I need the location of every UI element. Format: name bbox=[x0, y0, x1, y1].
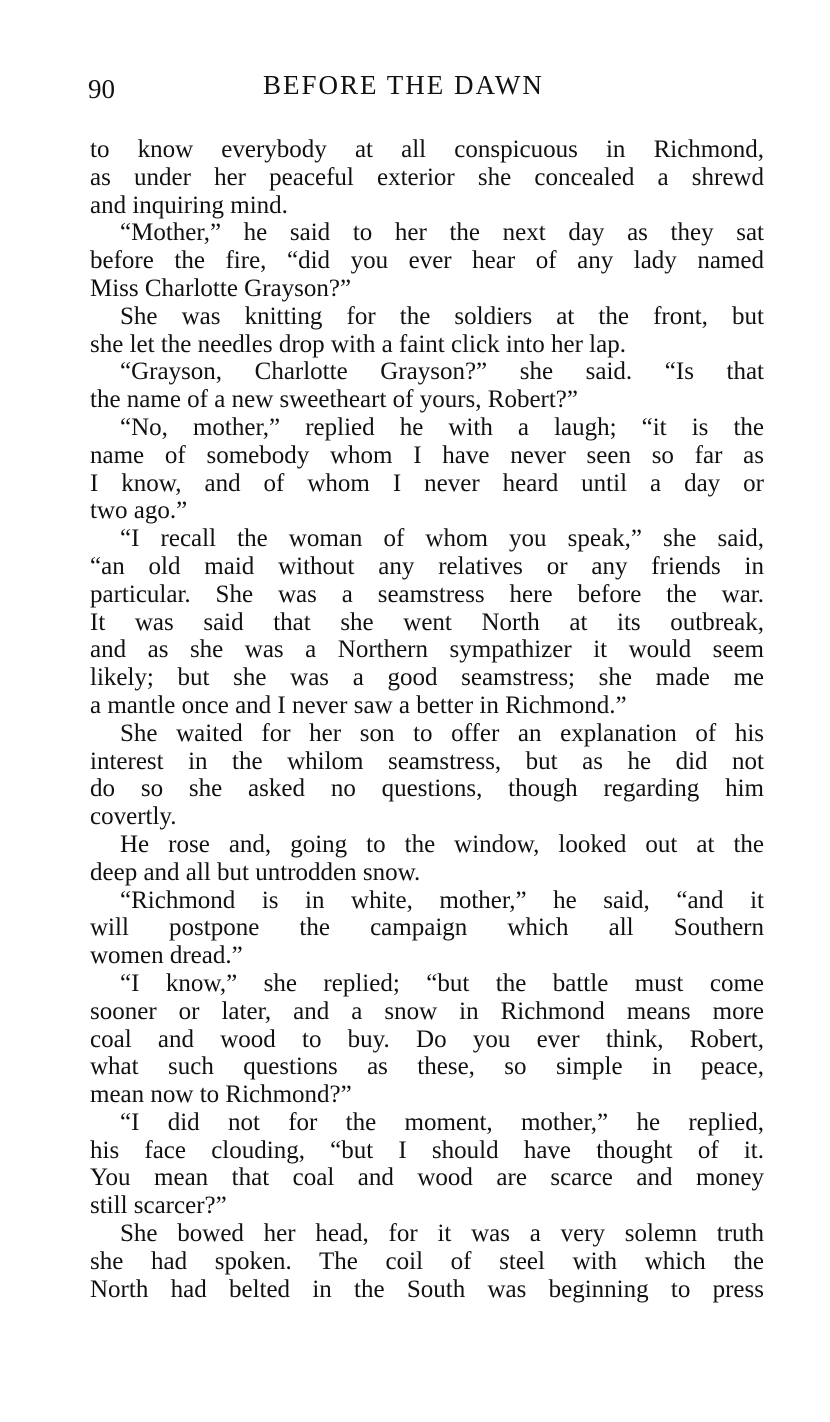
text-line: name of somebody whom I have never seen so far as bbox=[90, 441, 764, 469]
text-line: “Grayson, Charlotte Grayson?” she said. “Is that bbox=[120, 358, 764, 386]
text-line: “Richmond is in white, mother,” he said, “and it bbox=[120, 886, 764, 914]
text-line: “I recall the woman of whom you speak,” she said, bbox=[120, 525, 764, 553]
running-head: BEFORE THE DAWN bbox=[263, 70, 544, 100]
text-line: still scarcer?” bbox=[90, 1192, 227, 1220]
text-line: and as she was a Northern sympathizer it would seem bbox=[90, 636, 764, 664]
text-line: she had spoken. The coil of steel with which the bbox=[90, 1247, 764, 1275]
text-line: She waited for her son to offer an explanation of his bbox=[120, 719, 764, 747]
text-line: coal and wood to buy. Do you ever think, Robert, bbox=[90, 1025, 764, 1053]
text-line: she let the needles drop with a faint click into her lap. bbox=[90, 330, 626, 358]
text-line: likely; but she was a good seamstress; she made me bbox=[90, 664, 764, 692]
text-line: She was knitting for the soldiers at the front, but bbox=[120, 302, 764, 330]
text-line: as under her peaceful exterior she concealed a shrewd bbox=[90, 163, 764, 191]
text-line: sooner or later, and a snow in Richmond means more bbox=[90, 997, 764, 1025]
text-line: “I did not for the moment, mother,” he replied, bbox=[120, 1108, 764, 1136]
text-line: and inquiring mind. bbox=[90, 191, 288, 219]
text-line: “No, mother,” replied he with a laugh; “it is the bbox=[120, 413, 764, 441]
text-line: interest in the whilom seamstress, but as he did not bbox=[90, 747, 764, 775]
text-line: He rose and, going to the window, looked out at the bbox=[120, 830, 764, 858]
text-line: “an old maid without any relatives or any friends in bbox=[90, 552, 764, 580]
text-line: the name of a new sweetheart of yours, Robert?” bbox=[90, 386, 579, 414]
text-line: particular. She was a seamstress here before the war. bbox=[90, 580, 764, 608]
text-line: do so she asked no questions, though regarding him bbox=[90, 775, 764, 803]
text-line: a mantle once and I never saw a better in Richmond.” bbox=[90, 691, 627, 719]
text-line: his face clouding, “but I should have thought of it. bbox=[90, 1136, 764, 1164]
text-line: I know, and of whom I never heard until a day or bbox=[90, 469, 764, 497]
text-line: North had belted in the South was beginning to press bbox=[90, 1275, 764, 1303]
page-header bbox=[88, 66, 764, 106]
text-line: before the fire, “did you ever hear of any lady named bbox=[90, 247, 764, 275]
text-line: what such questions as these, so simple in peace, bbox=[90, 1053, 764, 1081]
text-line: to know everybody at all conspicuous in Richmond, bbox=[90, 136, 764, 163]
text-line: covertly. bbox=[90, 803, 177, 831]
text-line: “I know,” she replied; “but the battle must come bbox=[120, 969, 764, 997]
text-line: Miss Charlotte Grayson?” bbox=[90, 274, 352, 302]
text-line: two ago.” bbox=[90, 497, 188, 525]
body-text bbox=[90, 136, 764, 1303]
text-line: She bowed her head, for it was a very solemn truth bbox=[120, 1220, 764, 1248]
text-line: will postpone the campaign which all Southern bbox=[90, 914, 764, 942]
text-line: “Mother,” he said to her the next day as they sat bbox=[120, 219, 764, 247]
text-line: It was said that she went North at its outbreak, bbox=[90, 608, 764, 636]
text-line: mean now to Richmond?” bbox=[90, 1081, 352, 1109]
text-line: You mean that coal and wood are scarce and money bbox=[90, 1164, 764, 1192]
text-line: deep and all but untrodden snow. bbox=[90, 858, 421, 886]
page-number: 90 bbox=[88, 74, 115, 104]
text-line: women dread.” bbox=[90, 942, 243, 970]
